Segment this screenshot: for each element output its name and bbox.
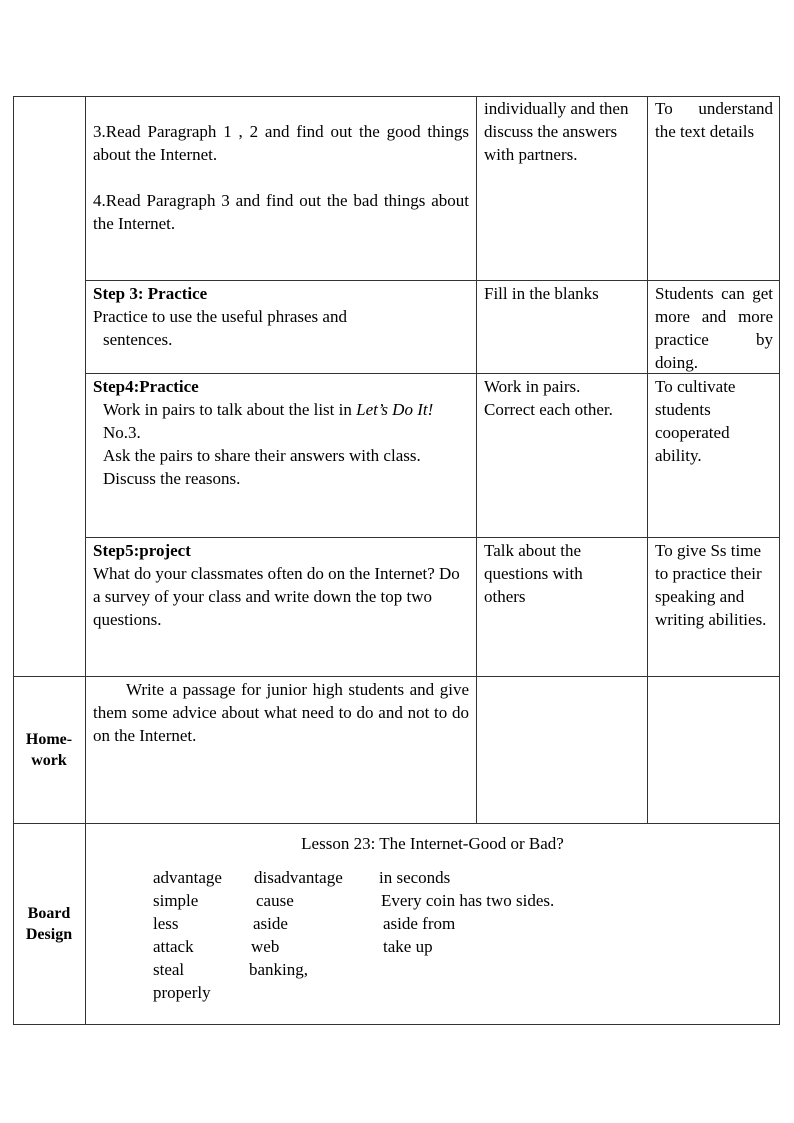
- step4-title: Step4:Practice: [93, 377, 199, 396]
- board-phrase: take up: [383, 937, 433, 956]
- reading-step-4: 4.Read Paragraph 3 and find out the bad things about the Internet.: [93, 191, 469, 233]
- board-phrase: in seconds: [379, 868, 451, 887]
- step4-activity-cell: [93, 375, 463, 490]
- board-word: less: [153, 914, 179, 933]
- step5-activity-cell: [93, 539, 469, 631]
- step4-students-cell: Work in pairs. Correct each other.: [484, 377, 613, 419]
- step5-title: Step5:project: [93, 541, 191, 560]
- homework-text-cell: Write a passage for junior high students and give them some advice about what need to do and not to do on the Internet.: [93, 680, 469, 745]
- board-phrase: Every coin has two sides.: [381, 891, 555, 910]
- board-word: attack: [153, 937, 194, 956]
- board-word: steal: [153, 960, 185, 979]
- reading-step-3: 3.Read Paragraph 1 , 2 and find out the good things about the Internet.: [93, 122, 469, 164]
- board-word: properly: [153, 983, 211, 1002]
- board-word: advantage: [153, 868, 222, 887]
- step5-students-cell: Talk about the questions with others: [484, 541, 583, 606]
- step5-purpose-cell: To give Ss time to practice their speaking and writing abilities.: [655, 541, 767, 629]
- step4-purpose-cell: To cultivate students cooperated ability.: [655, 377, 736, 465]
- homework-label: Home- work: [25, 731, 73, 769]
- board-phrase: aside from: [383, 914, 456, 933]
- reading-purpose-cell: To understand the text details: [655, 99, 773, 141]
- board-word: disadvantage: [254, 868, 343, 887]
- step4-line1: Work in pairs to talk about the list in Let’s Do It! No.3.: [103, 400, 434, 442]
- reading-activity-cell: [93, 120, 469, 235]
- board-word: aside: [253, 914, 288, 933]
- board-word: simple: [153, 891, 199, 910]
- step3-title: Step 3: Practice: [93, 284, 208, 303]
- board-word: banking,: [249, 960, 309, 979]
- board-design-label: Board Design: [25, 905, 73, 943]
- board-title: Lesson 23: The Internet-Good or Bad?: [301, 834, 564, 853]
- step5-text: What do your classmates often do on the Internet? Do a survey of your class and write down the top two questions.: [93, 564, 460, 629]
- reading-students-cell: individually and then discuss the answers with partners.: [484, 99, 629, 164]
- step3-activity-cell: [93, 282, 469, 351]
- step3-purpose-cell: Students can get more and more practice by doing.: [655, 284, 773, 372]
- step3-text: Practice to use the useful phrases and sentences.: [93, 307, 347, 349]
- board-word: web: [251, 937, 280, 956]
- step4-line2: Ask the pairs to share their answers with class. Discuss the reasons.: [103, 446, 421, 488]
- step3-students-cell: Fill in the blanks: [484, 284, 599, 303]
- board-word: cause: [256, 891, 294, 910]
